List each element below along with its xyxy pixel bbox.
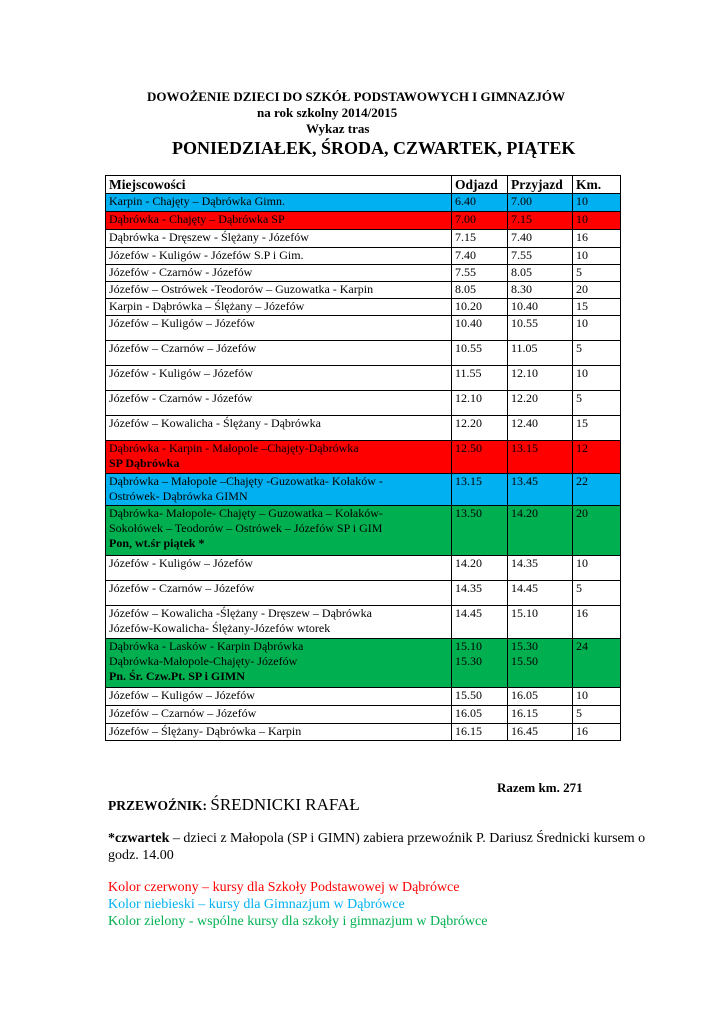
arrival-time: 16.05: [511, 688, 538, 702]
departure-cell: [452, 248, 508, 265]
table-row: [106, 341, 621, 366]
km-cell: 16: [573, 230, 621, 248]
route-cell: [106, 706, 452, 724]
route-cell: [106, 366, 452, 391]
total-km: Razem km. 271: [497, 780, 583, 795]
departure-time: 14.20: [455, 556, 482, 570]
departure-cell: [452, 194, 508, 212]
table-row: [106, 265, 621, 282]
route-cell: [106, 441, 452, 474]
route-cell: [106, 391, 452, 416]
table-row: [106, 248, 621, 265]
table-row: [106, 474, 621, 506]
km-cell: 5: [573, 581, 621, 606]
thursday-note: [108, 830, 648, 864]
arrival-cell: [508, 416, 573, 441]
arrival-time: 15.50: [511, 654, 538, 668]
route-cell: [106, 506, 452, 556]
table-row: [106, 230, 621, 248]
route-line: Józefów-Kowalicha- Ślężany-Józefów wtorek: [109, 621, 331, 635]
arrival-cell: [508, 724, 573, 741]
arrival-time: 16.15: [511, 706, 538, 720]
departure-time: 13.15: [455, 474, 482, 488]
km-cell: 10: [573, 366, 621, 391]
route-line: Dąbrówka - Karpin - Małopole –Chajęty-Dąbrówka: [109, 441, 359, 455]
departure-cell: [452, 474, 508, 506]
route-cell: [106, 416, 452, 441]
route-line: Dąbrówka – Małopole –Chajęty -Guzowatka- Kołaków -: [109, 474, 383, 488]
header-km: Km.: [573, 176, 621, 194]
table-row: [106, 639, 621, 688]
route-line: Józefów – Kowalicha - Ślężany - Dąbrówka: [109, 416, 321, 430]
arrival-cell: [508, 581, 573, 606]
departure-cell: [452, 416, 508, 441]
km-cell: 24: [573, 639, 621, 688]
table-row: [106, 441, 621, 474]
departure-time: 12.20: [455, 416, 482, 430]
km-cell: 10: [573, 316, 621, 341]
table-row: [106, 212, 621, 230]
arrival-cell: [508, 706, 573, 724]
table-row: [106, 506, 621, 556]
route-line: Józefów – Ostrówek -Teodorów – Guzowatka - Karpin: [109, 282, 374, 296]
arrival-cell: [508, 366, 573, 391]
departure-time: 7.40: [455, 248, 476, 262]
header-localities: Miejscowości: [106, 176, 452, 194]
route-note: SP Dąbrówka: [109, 456, 180, 470]
route-line: Karpin - Chajęty – Dąbrówka Gimn.: [109, 194, 285, 208]
route-line: Józefów – Czarnów – Józefów: [109, 706, 257, 720]
departure-cell: [452, 265, 508, 282]
route-line: Dąbrówka-Małopole-Chajęty- Józefów: [109, 654, 298, 668]
departure-time: 11.55: [455, 366, 482, 380]
departure-cell: [452, 212, 508, 230]
arrival-time: 7.55: [511, 248, 532, 262]
departure-cell: [452, 441, 508, 474]
km-cell: 20: [573, 282, 621, 299]
table-row: [106, 282, 621, 299]
route-line: Józefów - Czarnów - Józefów: [109, 265, 253, 279]
route-line: Józefów - Czarnów - Józefów: [109, 391, 253, 405]
departure-time: 14.45: [455, 606, 482, 620]
route-cell: [106, 581, 452, 606]
departure-cell: [452, 341, 508, 366]
arrival-cell: [508, 556, 573, 581]
km-cell: 5: [573, 706, 621, 724]
arrival-cell: [508, 606, 573, 639]
arrival-time: 11.05: [511, 341, 538, 355]
route-cell: [106, 212, 452, 230]
departure-cell: [452, 230, 508, 248]
departure-cell: [452, 606, 508, 639]
departure-cell: [452, 282, 508, 299]
km-cell: 5: [573, 341, 621, 366]
route-cell: [106, 474, 452, 506]
table-row: [106, 366, 621, 391]
arrival-time: 13.15: [511, 441, 538, 455]
km-cell: 10: [573, 688, 621, 706]
km-cell: 12: [573, 441, 621, 474]
arrival-cell: [508, 391, 573, 416]
arrival-time: 16.45: [511, 724, 538, 738]
route-note: Pon, wt.śr piątek *: [109, 536, 205, 550]
departure-cell: [452, 706, 508, 724]
km-cell: 15: [573, 299, 621, 316]
departure-time: 8.05: [455, 282, 476, 296]
arrival-cell: [508, 299, 573, 316]
route-cell: [106, 606, 452, 639]
departure-cell: [452, 556, 508, 581]
table-row: [106, 194, 621, 212]
route-cell: [106, 194, 452, 212]
route-line: Karpin - Dąbrówka – Ślężany – Józefów: [109, 299, 305, 313]
route-line: Ostrówek- Dąbrówka GIMN: [109, 489, 248, 503]
arrival-cell: [508, 639, 573, 688]
arrival-time: 10.55: [511, 316, 538, 330]
km-cell: 10: [573, 248, 621, 265]
departure-cell: [452, 366, 508, 391]
arrival-time: 13.45: [511, 474, 538, 488]
note-bold: *czwartek: [108, 831, 170, 846]
arrival-time: 12.40: [511, 416, 538, 430]
route-line: Józefów – Czarnów – Józefów: [109, 341, 257, 355]
route-cell: [106, 688, 452, 706]
legend-green: Kolor zielony - wspólne kursy dla szkoły i gimnazjum w Dąbrówce: [108, 914, 488, 929]
departure-time: 7.15: [455, 230, 476, 244]
arrival-time: 8.30: [511, 282, 532, 296]
route-line: Józefów - Kuligów – Józefów: [109, 556, 253, 570]
arrival-time: 7.40: [511, 230, 532, 244]
route-cell: [106, 724, 452, 741]
table-row: [106, 556, 621, 581]
arrival-time: 15.30: [511, 639, 538, 653]
legend-red: Kolor czerwony – kursy dla Szkoły Podstawowej w Dąbrówce: [108, 880, 460, 895]
route-cell: [106, 639, 452, 688]
arrival-cell: [508, 316, 573, 341]
route-note: Pn. Śr. Czw.Pt. SP i GIMN: [109, 669, 245, 683]
route-cell: [106, 299, 452, 316]
legend-blue: Kolor niebieski – kursy dla Gimnazjum w Dąbrówce: [108, 897, 405, 912]
route-line: Józefów – Kuligów – Józefów: [109, 316, 255, 330]
km-cell: 15: [573, 416, 621, 441]
table-row: [106, 706, 621, 724]
route-line: Józefów - Kuligów - Józefów S.P i Gim.: [109, 248, 304, 262]
km-cell: 22: [573, 474, 621, 506]
arrival-cell: [508, 230, 573, 248]
table-row: [106, 724, 621, 741]
arrival-time: 8.05: [511, 265, 532, 279]
route-list-label: Wykaz tras: [306, 121, 370, 136]
arrival-cell: [508, 688, 573, 706]
route-cell: [106, 230, 452, 248]
arrival-time: 12.20: [511, 391, 538, 405]
table-row: [106, 606, 621, 639]
departure-time: 10.40: [455, 316, 482, 330]
route-line: Dąbrówka- Małopole- Chajęty – Guzowatka – Kołaków-: [109, 506, 383, 520]
arrival-cell: [508, 341, 573, 366]
header-arrival: Przyjazd: [508, 176, 573, 194]
departure-cell: [452, 316, 508, 341]
departure-time: 10.20: [455, 299, 482, 313]
arrival-cell: [508, 474, 573, 506]
route-line: Józefów - Czarnów – Józefów: [109, 581, 255, 595]
arrival-time: 7.00: [511, 194, 532, 208]
km-cell: 16: [573, 724, 621, 741]
departure-cell: [452, 391, 508, 416]
departure-time: 12.50: [455, 441, 482, 455]
km-cell: 10: [573, 194, 621, 212]
departure-cell: [452, 724, 508, 741]
departure-time: 6.40: [455, 194, 476, 208]
departure-time: 12.10: [455, 391, 482, 405]
departure-time: 15.10: [455, 639, 482, 653]
route-line: Dąbrówka - Dręszew - Ślężany - Józefów: [109, 230, 309, 244]
arrival-time: 7.15: [511, 212, 532, 226]
arrival-time: 15.10: [511, 606, 538, 620]
departure-time: 16.05: [455, 706, 482, 720]
departure-time: 7.00: [455, 212, 476, 226]
carrier-name: ŚREDNICKI RAFAŁ: [210, 795, 360, 814]
route-cell: [106, 341, 452, 366]
route-cell: [106, 282, 452, 299]
note-text: – dzieci z Małopola (SP i GIMN) zabiera przewoźnik P. Dariusz Średnicki kursem o godz. 14.00: [108, 831, 646, 863]
table-row: [106, 391, 621, 416]
km-cell: 10: [573, 556, 621, 581]
departure-cell: [452, 688, 508, 706]
km-cell: 5: [573, 391, 621, 416]
departure-time: 10.55: [455, 341, 482, 355]
route-line: Józefów - Kuligów – Józefów: [109, 366, 253, 380]
departure-cell: [452, 639, 508, 688]
route-line: Józefów – Ślężany- Dąbrówka – Karpin: [109, 724, 302, 738]
arrival-time: 14.45: [511, 581, 538, 595]
route-cell: [106, 556, 452, 581]
arrival-cell: [508, 248, 573, 265]
route-cell: [106, 265, 452, 282]
departure-time: 15.50: [455, 688, 482, 702]
days-heading: PONIEDZIAŁEK, ŚRODA, CZWARTEK, PIĄTEK: [172, 138, 576, 158]
route-cell: [106, 248, 452, 265]
route-line: Dąbrówka - Lasków - Karpin Dąbrówka: [109, 639, 304, 653]
table-row: [106, 316, 621, 341]
routes-table: [105, 175, 621, 741]
arrival-time: 10.40: [511, 299, 538, 313]
school-year: na rok szkolny 2014/2015: [257, 105, 398, 120]
departure-time: 16.15: [455, 724, 482, 738]
route-line: Józefów – Kuligów – Józefów: [109, 688, 255, 702]
arrival-time: 14.20: [511, 506, 538, 520]
km-cell: 16: [573, 606, 621, 639]
departure-cell: [452, 581, 508, 606]
carrier-label: PRZEWOŹNIK:: [108, 798, 208, 813]
departure-time: 13.50: [455, 506, 482, 520]
table-row: [106, 581, 621, 606]
table-row: [106, 416, 621, 441]
arrival-cell: [508, 265, 573, 282]
table-row: [106, 688, 621, 706]
km-cell: 5: [573, 265, 621, 282]
departure-time: 15.30: [455, 654, 482, 668]
arrival-cell: [508, 441, 573, 474]
arrival-time: 12.10: [511, 366, 538, 380]
header-departure: Odjazd: [452, 176, 508, 194]
departure-time: 14.35: [455, 581, 482, 595]
route-line: Józefów – Kowalicha -Ślężany - Dręszew – Dąbrówka: [109, 606, 372, 620]
table-header-row: [106, 176, 621, 194]
departure-time: 7.55: [455, 265, 476, 279]
arrival-cell: [508, 282, 573, 299]
carrier: [108, 795, 360, 815]
arrival-time: 14.35: [511, 556, 538, 570]
route-line: Dąbrówka - Chajęty – Dąbrówka SP: [109, 212, 285, 226]
route-line: Sokołówek – Teodorów – Ostrówek – Józefów SP i GIM: [109, 521, 383, 535]
arrival-cell: [508, 506, 573, 556]
arrival-cell: [508, 212, 573, 230]
table-row: [106, 299, 621, 316]
km-cell: 10: [573, 212, 621, 230]
document-title: DOWOŻENIE DZIECI DO SZKÓŁ PODSTAWOWYCH I GIMNAZJÓW: [147, 89, 565, 104]
arrival-cell: [508, 194, 573, 212]
departure-cell: [452, 299, 508, 316]
route-cell: [106, 316, 452, 341]
km-cell: 20: [573, 506, 621, 556]
departure-cell: [452, 506, 508, 556]
